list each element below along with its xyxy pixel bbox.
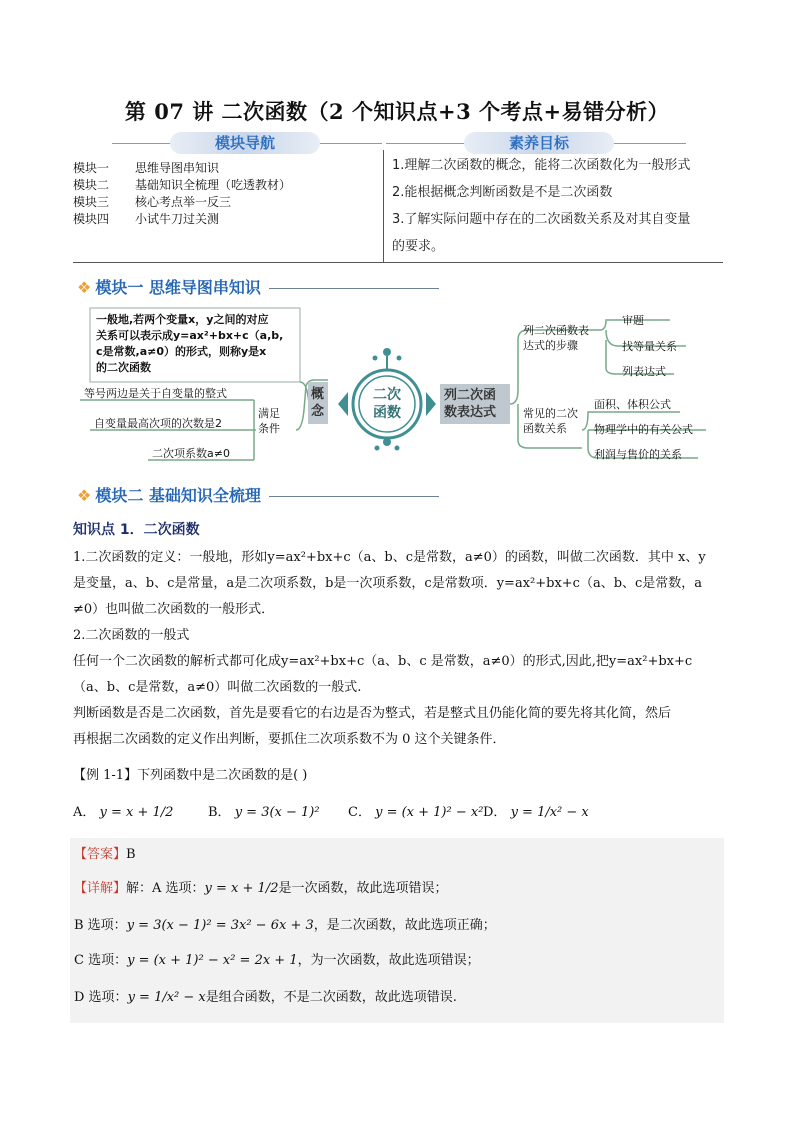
condition-1: 等号两边是关于自变量的整式 bbox=[84, 387, 227, 400]
goals-banner: 素养目标 bbox=[386, 132, 686, 154]
header-divider bbox=[73, 262, 723, 263]
nav-item[interactable]: 模块四 小试牛刀过关测 bbox=[73, 212, 220, 226]
common-1: 面积、体积公式 bbox=[594, 398, 671, 411]
nav-item[interactable]: 模块三 核心考点举一反三 bbox=[73, 195, 232, 209]
step-1: 审题 bbox=[622, 314, 644, 327]
nav-item[interactable]: 模块二 基础知识全梳理（吃透教材） bbox=[73, 178, 292, 192]
option-d[interactable]: D． y = 1/x² − x bbox=[483, 805, 589, 820]
example-question: 【例 1-1】下列函数中是二次函数的是( ) bbox=[73, 768, 308, 783]
option-b[interactable]: B． y = 3(x − 1)² bbox=[208, 805, 320, 820]
common-3: 利润与售价的关系 bbox=[594, 448, 682, 461]
diamond-icon: ❖ bbox=[77, 486, 92, 505]
detail-line-c: C 选项：y = (x + 1)² − x² = 2x + 1，为一次函数，故此选项错误； bbox=[74, 953, 480, 968]
right-box-label: 列二次函 数表达式 bbox=[444, 388, 497, 420]
kp1-heading: 知识点 1．二次函数 bbox=[73, 522, 200, 538]
detail-line-b: B 选项：y = 3(x − 1)² = 3x² − 6x + 3，是二次函数，故此选项正确； bbox=[74, 918, 496, 933]
left-arrow-icon bbox=[338, 392, 348, 416]
mind-map bbox=[70, 300, 730, 470]
nav-list bbox=[73, 160, 373, 228]
condition-3: 二次项系数a≠0 bbox=[152, 447, 230, 460]
common-2: 物理学中的有关公式 bbox=[594, 423, 693, 436]
column-divider bbox=[383, 150, 384, 262]
goals-list: 1.理解二次函数的概念，能将二次函数化为一般形式 2.能根据概念判断函数是不是二次函数 3.了解实际问题中存在的二次函数关系及对其自变量 的要求。 bbox=[392, 158, 691, 254]
page-title: 第 07 讲 二次函数（2 个知识点+3 个考点+易错分析） bbox=[124, 99, 670, 124]
kp1-body: 1.二次函数的定义：一般地，形如y=ax²+bx+c（a、b、c是常数，a≠0）的函数，叫做二次函数．其中 x、y 是变量，a、b、c是常量，a是二次项系数，b是一次项系数，c是常数项．y=ax²+bx+c（a、b、c是常数，a ≠0）也叫做二次函数的一般形式． 2.二次函数的一般式 任何一个二次函数的解析式都可化成y=ax²+bx+c（a、b、c 是常数，a≠0）的形式,因此,把y=ax²+bx+c （a、b、c是常数，a≠0）叫做二次函数的一般式. 判断函数是否是二次函数，首先是要看它的右边是否为整式，若是整式且仍能化简的要先将其化简，然后 再根据二次函数的定义作出判断，要抓住二次项系数不为 0 这个关键条件． bbox=[73, 550, 706, 747]
right-arrow-icon bbox=[426, 392, 436, 416]
center-label: 二次 函数 bbox=[373, 387, 401, 421]
definition-text: 一般地,若两个变量x，y之间的对应 关系可以表示成y=ax²+bx+c（a,b, c是常数,a≠0）的形式，则称y是x 的二次函数 bbox=[96, 313, 284, 374]
common-label: 常见的二次 函数关系 bbox=[523, 407, 578, 435]
answer-box bbox=[70, 838, 724, 1023]
concept-label: 概 念 bbox=[311, 387, 325, 419]
option-c[interactable]: C． y = (x + 1)² − x² bbox=[348, 805, 484, 820]
detail-line-a: 【详解】解：A 选项：y = x + 1/2是一次函数，故此选项错误； bbox=[74, 881, 448, 896]
steps-label: 列二次函数表 达式的步骤 bbox=[523, 324, 589, 352]
module1-heading: ❖ 模块一 思维导图串知识 bbox=[77, 275, 439, 298]
condition-label: 满足 条件 bbox=[258, 407, 280, 435]
option-a[interactable]: A． y = x + 1/2 bbox=[73, 805, 174, 820]
module2-heading: ❖ 模块二 基础知识全梳理 bbox=[77, 483, 439, 506]
condition-2: 自变量最高次项的次数是2 bbox=[94, 417, 222, 430]
answer-line: 【答案】B bbox=[74, 847, 136, 862]
nav-item[interactable]: 模块一 思维导图串知识 bbox=[73, 161, 220, 175]
detail-line-d: D 选项：y = 1/x² − x是组合函数，不是二次函数，故此选项错误. bbox=[74, 990, 457, 1005]
diamond-icon: ❖ bbox=[77, 278, 92, 297]
nav-banner: 模块导航 bbox=[112, 132, 382, 154]
step-3: 列表达式 bbox=[622, 365, 666, 378]
step-2: 找等量关系 bbox=[622, 340, 677, 353]
